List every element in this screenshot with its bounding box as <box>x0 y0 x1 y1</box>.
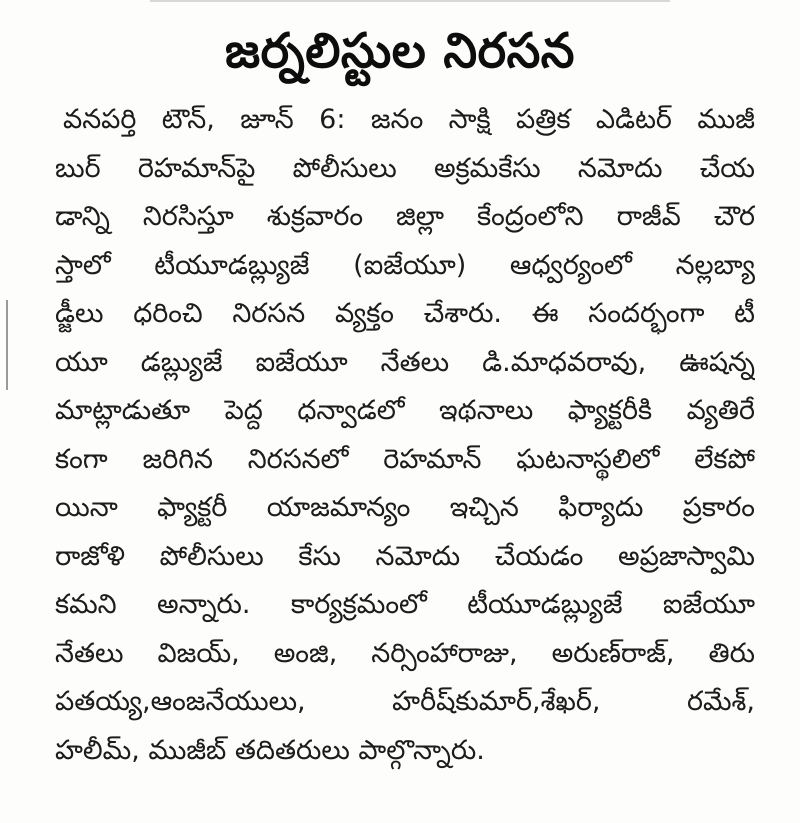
article-body <box>55 96 755 775</box>
article-line: యినా ఫ్యాక్టరీ యాజమాన్యం ఇచ్చిన ఫిర్యాదు ప్రకారం <box>55 492 755 523</box>
article-line: పతయ్య,ఆంజనేయులు, హరీష్‌కుమార్,శేఖర్, రమేశ్, <box>55 686 755 717</box>
article-line: స్తాలో టీయూడబ్ల్యుజే (ఐజేయూ) ఆధ్వర్యంలో నల్లబ్యా <box>55 249 755 281</box>
article-line: కమని అన్నారు. కార్యక్రమంలో టీయూడబ్ల్యుజే ఐజేయూ <box>55 589 755 620</box>
left-column-rule <box>6 300 8 390</box>
article-line: రాజోళి పోలీసులు కేసు నమోదు చేయడం అప్రజాస్వామి <box>55 540 755 572</box>
article-line: హలీమ్, ముజీబ్ తదితరులు పాల్గొన్నారు. <box>55 734 485 766</box>
article-line: బుర్ రెహమాన్‌పై పోలీసులు అక్రమకేసు నమోదు చేయ <box>55 152 755 184</box>
article-line: మాట్లాడుతూ పెద్ద ధన్వాడలో ఇథనాలు ఫ్యాక్టరీకి వ్యతిరే <box>55 395 755 426</box>
article-line: డ్జీలు ధరించి నిరసన వ్యక్తం చేశారు. ఈ సందర్భంగా టీ <box>55 298 755 329</box>
article-line: నేతలు విజయ్, అంజి, నర్సింహారాజు, అరుణ్‌రాజ్, తిరు <box>55 637 755 669</box>
article-line: యూ డబ్ల్యుజే ఐజేయూ నేతలు డి.మాధవరావు, ఊషన్న <box>55 346 755 378</box>
article-line: కంగా జరిగిన నిరసనలో రెహమాన్ ఘటనాస్థలిలో లేకపో <box>55 443 755 475</box>
article-headline: జర్నలిస్టుల నిరసన <box>225 23 575 79</box>
article-line: డాన్ని నిరసిస్తూ శుక్రవారం జిల్లా కేంద్రంలోని రాజీవ్ చౌర <box>55 201 755 232</box>
top-divider <box>150 0 670 2</box>
article-line: వనపర్తి టౌన్, జూన్ 6: జనం సాక్షి పత్రిక ఎడిటర్ ముజీ <box>63 104 755 135</box>
